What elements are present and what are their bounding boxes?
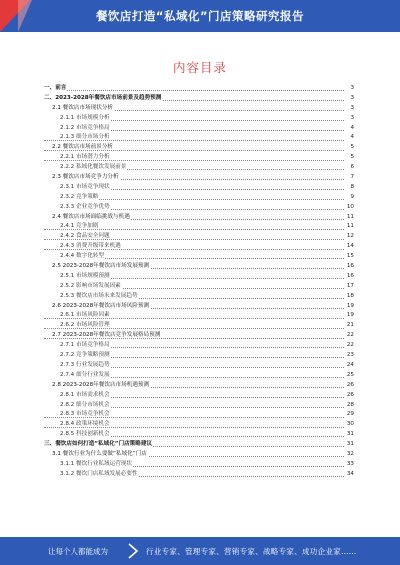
toc-page-number: 4 — [344, 133, 354, 143]
footer-slogan-left: 让每个人都能成为 — [48, 547, 108, 556]
toc-entry-label: 2.8.4 政策环境机会 — [44, 421, 111, 427]
toc-page-number: 24 — [344, 361, 354, 371]
toc-page-number: 5 — [344, 153, 354, 163]
toc-entry-label: 2.2.1 市场潜力分析 — [44, 154, 111, 160]
toc-entry-label: 3.1.1 餐饮行业私域运营现状 — [44, 461, 133, 467]
toc-page-number: 29 — [344, 410, 354, 420]
toc-entry[interactable] — [44, 341, 354, 351]
toc-entry[interactable] — [44, 430, 354, 440]
report-header — [0, 0, 400, 32]
toc-page-number: 4 — [344, 124, 354, 134]
toc-page-number: 18 — [344, 292, 354, 302]
toc-entry[interactable] — [44, 410, 354, 420]
toc-entry-label: 一、前言 — [44, 85, 67, 91]
toc-page-number: 5 — [344, 143, 354, 153]
toc-entry[interactable] — [44, 282, 354, 292]
toc-page-number: 31 — [344, 430, 354, 440]
toc-entry-label: 2.2 餐饮店市场前景分析 — [44, 144, 114, 150]
toc-entry[interactable] — [44, 84, 354, 94]
toc-entry-label: 2.3.2 竞争策略 — [44, 194, 99, 200]
toc-entry[interactable] — [44, 311, 354, 321]
toc-entry-label: 三、餐饮店如何打造“私域化”门店策略建议 — [44, 441, 153, 448]
toc-entry[interactable] — [44, 114, 354, 124]
toc-entry[interactable] — [44, 94, 354, 104]
toc-entry[interactable] — [44, 104, 354, 114]
footer-slogan-right: 行业专家、管理专家、营销专家、战略专家、成功企业家…… — [146, 547, 357, 556]
toc-page-number: 23 — [344, 351, 354, 361]
toc-page-number: 22 — [344, 331, 354, 341]
toc-entry-label: 2.4.3 消费升级带来机遇 — [44, 243, 122, 249]
toc-entry[interactable] — [44, 252, 354, 262]
toc-entry[interactable] — [44, 173, 354, 183]
toc-page-number: 22 — [344, 341, 354, 351]
toc-entry-label: 2.8.1 市场需求机会 — [44, 392, 111, 398]
toc-entry[interactable] — [44, 351, 354, 361]
toc-page-number: 25 — [344, 371, 354, 381]
toc-entry[interactable] — [44, 272, 354, 282]
toc-entry[interactable] — [44, 143, 354, 153]
toc-page-number: 19 — [344, 302, 354, 312]
toc-page-number: 30 — [344, 420, 354, 430]
toc-entry[interactable] — [44, 381, 354, 391]
toc-page-number: 19 — [344, 311, 354, 321]
toc-page-number: 16 — [344, 272, 354, 282]
toc-entry[interactable] — [44, 213, 354, 223]
toc-entry[interactable] — [44, 321, 354, 331]
toc-page-number: 3 — [344, 114, 354, 124]
toc-entry[interactable] — [44, 302, 354, 312]
toc-entry[interactable] — [44, 420, 354, 430]
toc-entry-label: 2.7.2 竞争策略预测 — [44, 352, 111, 358]
toc-entry[interactable] — [44, 470, 354, 480]
toc-entry-label: 2.3 餐饮店市场竞争力分析 — [44, 174, 120, 180]
toc-page-number: 3 — [344, 104, 354, 114]
toc-page-number: 32 — [344, 450, 354, 460]
toc-entry[interactable] — [44, 292, 354, 302]
toc-entry-label: 2.5 2023-2028年餐饮店市场发展预测 — [44, 263, 150, 269]
toc-entry-label: 2.1.3 细分市场分析 — [44, 134, 111, 140]
toc-entry[interactable] — [44, 460, 354, 470]
toc-entry-label: 2.7.4 细分行业发展 — [44, 372, 111, 378]
toc-page-number: 34 — [344, 470, 354, 480]
toc-page-number: 3 — [344, 94, 354, 104]
toc-entry-label: 2.8 2023-2028年餐饮店市场机遇预测 — [44, 382, 150, 388]
toc-entry-label: 3.1 餐饮行业为什么要做“私域化”门店 — [44, 451, 148, 457]
toc-entry-label: 2.4.2 食品安全问题 — [44, 233, 111, 239]
toc-page-number: 28 — [344, 401, 354, 411]
toc-entry[interactable] — [44, 193, 354, 203]
toc-entry-label: 2.3.1 市场竞争现状 — [44, 184, 111, 190]
toc-entry-label: 2.3.3 企业竞争优势 — [44, 204, 111, 210]
toc-entry[interactable] — [44, 242, 354, 252]
toc-entry[interactable] — [44, 163, 354, 173]
toc-page-number: 11 — [344, 213, 354, 223]
toc-page-number: 6 — [344, 163, 354, 173]
toc-entry-label: 2.5.3 餐饮店市场未来发展趋势 — [44, 293, 139, 299]
report-title: 餐饮店打造“私域化”门店策略研究报告 — [95, 9, 305, 23]
toc-entry-label: 2.5.1 市场规模预测 — [44, 273, 111, 279]
toc-entry-label: 2.8.2 细分市场机会 — [44, 402, 111, 408]
toc-page-number: 26 — [344, 391, 354, 401]
toc-page-number: 15 — [344, 252, 354, 262]
toc-entry[interactable] — [44, 450, 354, 460]
toc-page-number: 3 — [344, 84, 354, 94]
toc-entry[interactable] — [44, 232, 354, 242]
toc-entry-label: 2.8.5 科技创新机会 — [44, 431, 111, 437]
toc-entry[interactable] — [44, 183, 354, 193]
chevron-right-icon — [126, 543, 140, 559]
toc-entry-label: 2.4.4 数字化转型 — [44, 253, 105, 259]
toc-entry-label: 2.8.3 市场竞争机会 — [44, 411, 111, 417]
toc-entry-label: 2.4 餐饮店市场面临挑战与机遇 — [44, 214, 131, 220]
toc-leader-dots — [44, 90, 344, 91]
toc-entry-label: 2.7.3 行业发展趋势 — [44, 362, 111, 368]
toc-heading: 内容目录 — [172, 60, 227, 75]
toc-entry[interactable] — [44, 371, 354, 381]
toc-entry-label: 二、2023-2028年餐饮店市场前景及趋势预测 — [44, 94, 162, 101]
toc-entry-label: 2.1 餐饮店市场现状分析 — [44, 105, 114, 111]
toc-entry[interactable] — [44, 153, 354, 163]
toc-page-number: 31 — [344, 440, 354, 450]
toc-page-number: 12 — [344, 232, 354, 242]
toc-entry[interactable] — [44, 203, 354, 213]
toc-page-number: 9 — [344, 193, 354, 203]
toc-page-number: 7 — [344, 173, 354, 183]
toc-page-number: 33 — [344, 460, 354, 470]
table-of-contents — [44, 84, 354, 480]
report-footer — [0, 537, 400, 565]
toc-page-number: 14 — [344, 242, 354, 252]
toc-page-number: 10 — [344, 203, 354, 213]
toc-page-number: 8 — [344, 183, 354, 193]
toc-entry-label: 2.4.1 竞争加剧 — [44, 223, 99, 229]
toc-page-number: 11 — [344, 222, 354, 232]
toc-entry-label: 2.7.1 市场竞争格局 — [44, 342, 111, 348]
toc-page-number: 17 — [344, 282, 354, 292]
toc-entry-label: 2.6 2023-2028年餐饮店市场风险预测 — [44, 303, 150, 309]
toc-page-number: 26 — [344, 381, 354, 391]
toc-entry-label: 2.6.1 市场风险因素 — [44, 312, 111, 318]
toc-entry[interactable] — [44, 331, 354, 341]
toc-entry-label: 2.5.2 影响市场发展因素 — [44, 283, 122, 289]
toc-entry[interactable] — [44, 124, 354, 134]
toc-entry[interactable] — [44, 401, 354, 411]
toc-page-number: 21 — [344, 321, 354, 331]
toc-entry-label: 2.7 2023-2028年餐饮店竞争发展格局预测 — [44, 332, 161, 338]
toc-entry[interactable] — [44, 391, 354, 401]
toc-entry-label: 2.6.2 市场风险管理 — [44, 322, 111, 328]
toc-entry[interactable] — [44, 361, 354, 371]
toc-entry-label: 3.1.2 餐饮门店私域发展必要性 — [44, 471, 139, 477]
toc-entry[interactable] — [44, 222, 354, 232]
toc-entry[interactable] — [44, 133, 354, 143]
toc-entry-label: 2.1.2 市场竞争格局 — [44, 125, 111, 131]
toc-entry[interactable] — [44, 440, 354, 450]
toc-entry-label: 2.2.2 私域化餐饮发展前景 — [44, 164, 127, 170]
toc-page-number: 16 — [344, 262, 354, 272]
toc-entry[interactable] — [44, 262, 354, 272]
toc-entry-label: 2.1.1 市场规模分析 — [44, 115, 111, 121]
